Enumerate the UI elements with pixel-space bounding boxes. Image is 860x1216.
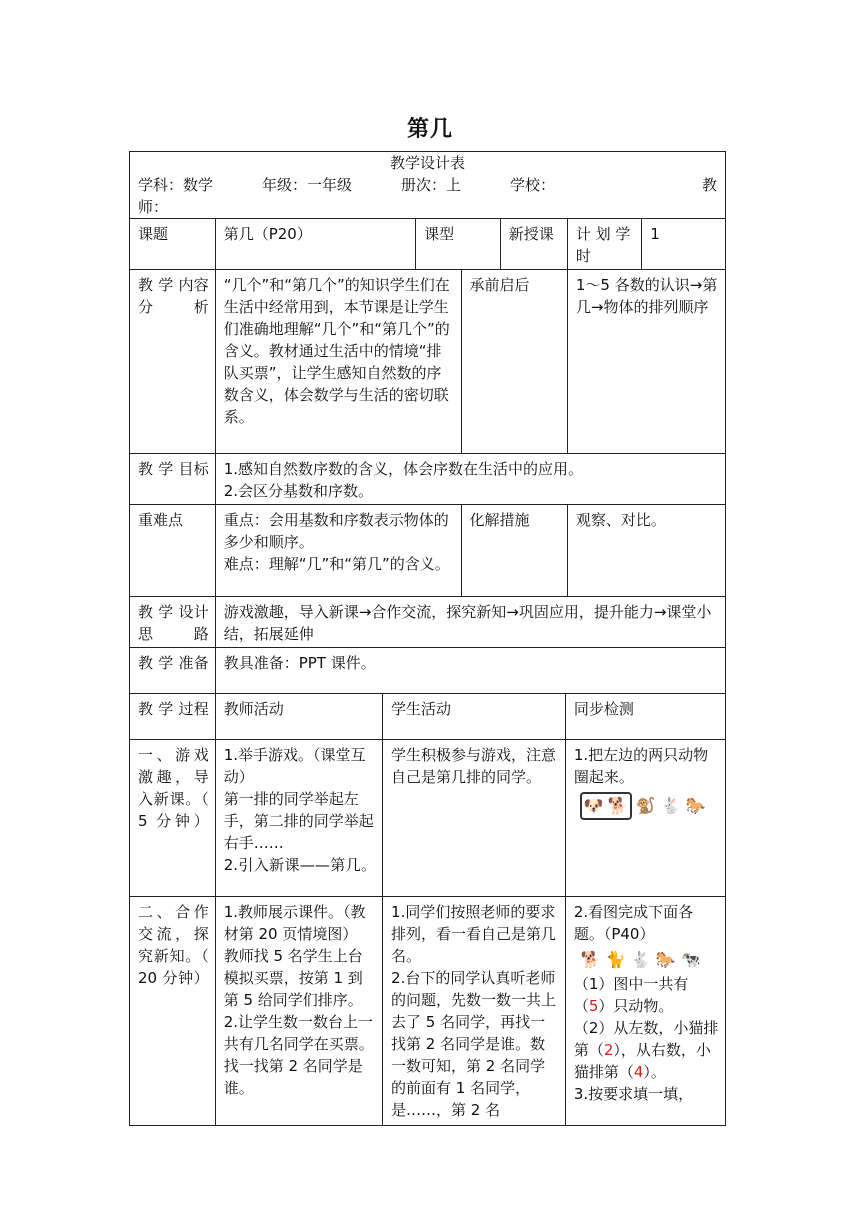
school-field: 学校： bbox=[510, 176, 556, 194]
continuity-label: 承前启后 bbox=[461, 270, 567, 454]
difficult-point: 难点：理解“几”和“第几”的含义。 bbox=[223, 555, 450, 573]
goals-label: 教 学 目标 bbox=[130, 454, 216, 505]
check-question: 2.看图完成下面各题。（P40） bbox=[573, 903, 694, 943]
student-step: 2.台下的同学认真听老师的问题，先数一数一共上去了 5 名同学，再找一找第 2 名同学是谁。数一数可知，第 2 名同学的前面有 1 名同学，是……，第 2 名 bbox=[391, 969, 557, 1119]
cat-icon: 🐈 bbox=[605, 950, 626, 969]
student-activity-header: 学生活动 bbox=[383, 694, 566, 740]
rabbit-icon: 🐇 bbox=[660, 796, 681, 815]
cow-icon: 🐄 bbox=[680, 950, 701, 969]
teacher-step: 找一找第 2 名同学是谁。 bbox=[223, 1057, 363, 1097]
hours-value: 1 bbox=[642, 219, 726, 270]
answer-left: 2 bbox=[603, 1041, 614, 1059]
page-title: 第几 bbox=[406, 117, 453, 142]
stage-1-label: 一、游戏激趣，导入新课。（ 5 分钟） bbox=[130, 740, 216, 897]
question-2: （2）从左数，小猫排第（2），从右数，小猫排第（4）。 bbox=[573, 1019, 719, 1081]
volume-field: 册次：上 bbox=[401, 176, 462, 194]
answer-right: 4 bbox=[633, 1063, 644, 1081]
stage-1-teacher bbox=[215, 740, 382, 897]
circled-group bbox=[580, 792, 632, 820]
key-points-label: 重难点 bbox=[130, 505, 216, 597]
dog-icon: 🐕 bbox=[580, 950, 601, 969]
teacher-field-start: 教 bbox=[701, 176, 717, 194]
stage-2-student bbox=[383, 897, 566, 1126]
preparation-text: 教具准备：PPT 课件。 bbox=[215, 648, 725, 694]
monkey-icon: 🐒 bbox=[635, 796, 656, 815]
design-idea-label: 教 学 设计思路 bbox=[130, 597, 216, 648]
student-step: 1.同学们按照老师的要求排列，看一看自己是第几名。 bbox=[391, 903, 557, 965]
answer-total: 5 bbox=[588, 997, 599, 1015]
process-label: 教 学 过程 bbox=[130, 694, 216, 740]
key-points-text bbox=[215, 505, 461, 597]
continuity-value: 1～5 各数的认识→第几→物体的排列顺序 bbox=[567, 270, 725, 454]
dog-icon: 🐶 bbox=[583, 796, 604, 815]
teacher-step: 2.让学生数一数台上一共有几名同学在买票。 bbox=[223, 1013, 374, 1053]
horse-icon: 🐎 bbox=[655, 950, 676, 969]
design-idea-text: 游戏激趣，导入新课→合作交流，探究新知→巩固应用，提升能力→课堂小结，拓展延伸 bbox=[215, 597, 725, 648]
stage-1-student: 学生积极参与游戏，注意自己是第几排的同学。 bbox=[383, 740, 566, 897]
teacher-activity-header: 教师活动 bbox=[215, 694, 382, 740]
animal-row-1 bbox=[580, 792, 719, 820]
teacher-step: 第一排的同学举起左手，第二排的同学举起右手…… bbox=[223, 790, 374, 852]
horse-icon: 🐎 bbox=[685, 796, 706, 815]
course-type-value: 新授课 bbox=[500, 219, 567, 270]
teacher-field-end: 师： bbox=[138, 198, 169, 216]
teacher-step: 1.举手游戏。（课堂互动） bbox=[223, 746, 366, 786]
question-1: （1）图中一共有（5）只动物。 bbox=[573, 975, 689, 1015]
stage-1-check bbox=[565, 740, 725, 897]
content-analysis-text: “几个”和“第几个”的知识学生们在生活中经常用到，本节课是让学生们准确地理解“几个”和“第几个”的含义。教材通过生活中的情境“排队买票”，让学生感知自然数的序数含义，体会数学与生活的密切联系。 bbox=[215, 270, 461, 454]
check-question: 1.把左边的两只动物圈起来。 bbox=[573, 746, 709, 786]
lesson-design-table bbox=[129, 151, 726, 1126]
goals-text bbox=[215, 454, 725, 505]
goal-line-1: 1.感知自然数序数的含义，体会序数在生活中的应用。 bbox=[223, 460, 584, 478]
preparation-label: 教 学 准备 bbox=[130, 648, 216, 694]
rabbit-icon: 🐇 bbox=[630, 950, 651, 969]
stage-2-label: 二、合作交流，探究新知。（ 20 分钟） bbox=[130, 897, 216, 1126]
table-title: 教学设计表 bbox=[389, 154, 465, 172]
dog-icon: 🐕 bbox=[607, 796, 628, 815]
sync-check-header: 同步检测 bbox=[565, 694, 725, 740]
measure-value: 观察、对比。 bbox=[567, 505, 725, 597]
content-analysis-label: 教 学 内容分析 bbox=[130, 270, 216, 454]
table-header bbox=[130, 152, 726, 219]
teacher-step: 1.教师展示课件。（教材第 20 页情境图） bbox=[223, 903, 366, 943]
course-value: 第几（P20） bbox=[215, 219, 415, 270]
header-info-line bbox=[138, 174, 717, 196]
stage-2-check bbox=[565, 897, 725, 1126]
course-type-label: 课型 bbox=[416, 219, 501, 270]
grade-field: 年级：一年级 bbox=[262, 176, 353, 194]
goal-line-2: 2.会区分基数和序数。 bbox=[223, 482, 374, 500]
question-3: 3.按要求填一填， bbox=[573, 1085, 694, 1103]
teacher-step: 2.引入新课——第几。 bbox=[223, 856, 377, 874]
subject-field: 学科：数学 bbox=[138, 176, 214, 194]
course-label: 课题 bbox=[130, 219, 216, 270]
measure-label: 化解措施 bbox=[461, 505, 567, 597]
teacher-step: 教师找 5 名学生上台模拟买票，按第 1 到第 5 给同学们排序。 bbox=[223, 947, 363, 1009]
hours-label: 计 划 学时 bbox=[567, 219, 641, 270]
animal-row-2 bbox=[580, 949, 719, 971]
stage-2-teacher bbox=[215, 897, 382, 1126]
key-point: 重点：会用基数和序数表示物体的多少和顺序。 bbox=[223, 511, 449, 551]
